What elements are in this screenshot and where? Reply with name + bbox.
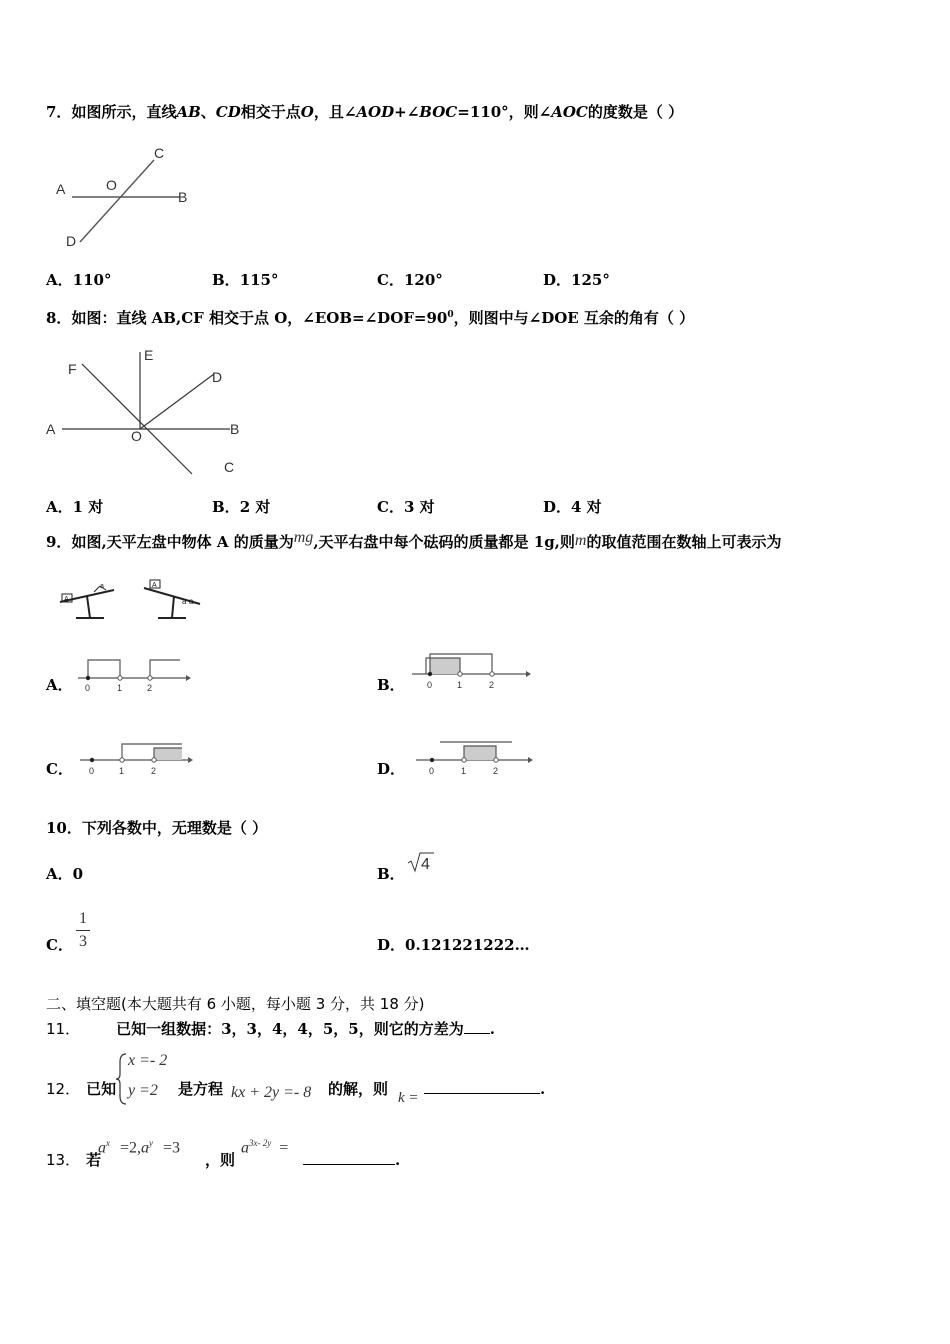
q7-option-b[interactable] [212, 271, 279, 289]
option-label: B． [212, 271, 240, 289]
q9-text-b: ,天平右盘中每个砝码的质量都是 1g,则 [313, 533, 575, 551]
balance-a-label: A [64, 596, 69, 603]
fraction-bar [76, 930, 90, 931]
q9-balances [54, 574, 214, 626]
q7-option-d[interactable] [543, 271, 610, 289]
q12-stem-b [178, 1080, 223, 1098]
q9-option-b-label[interactable]: B． [377, 676, 405, 694]
q7-plus: +∠ [394, 103, 420, 121]
q7-text-a: 如图所示，直线 [71, 103, 177, 121]
q9-m: m [574, 532, 587, 549]
q9-text-c: 的取值范围在数轴上可表示为 [586, 533, 782, 551]
section2-heading: 二、填空题(本大题共有 6 小题，每小题 3 分，共 18 分) [46, 995, 425, 1013]
q9-mg: mg [293, 529, 314, 546]
q7-o: O [300, 103, 314, 121]
q9-stem [46, 529, 782, 552]
q13-y-exp: y [149, 1138, 154, 1148]
q11-end: . [489, 1020, 495, 1038]
q7-option-a[interactable] [46, 271, 111, 289]
tick-label: 0 [89, 766, 95, 776]
q11-text: 已知一组数据：3，3，4，4，5，5，则它的方差为 [116, 1020, 464, 1038]
q12-number: 12． [46, 1080, 81, 1098]
svg-text:a: a [189, 597, 194, 606]
option-label: B． [212, 498, 240, 516]
q12-eq2: y =2 [128, 1082, 158, 1099]
q9-option-c-label[interactable]: C． [46, 760, 73, 778]
option-value: 0 [72, 865, 84, 883]
balance-right [144, 580, 200, 618]
option-label: D． [377, 936, 406, 954]
q8-label-f: F [68, 361, 77, 377]
q11-number: 11． [46, 1020, 81, 1038]
q13-a1: a [98, 1139, 106, 1157]
q8-option-c[interactable] [377, 498, 435, 516]
q7-ab: AB [176, 103, 201, 121]
q8-figure [44, 344, 254, 480]
q7-number: 7． [46, 103, 72, 121]
tick-label: 2 [493, 766, 499, 776]
option-value: 125° [571, 271, 610, 289]
q8-label-e: E [144, 347, 154, 363]
fraction-numerator: 1 [79, 910, 87, 927]
q11-stem [46, 1020, 495, 1038]
q11-answer-blank[interactable] [464, 1033, 490, 1034]
q13-eq2: =3 [163, 1139, 181, 1157]
q13-a2: a [141, 1139, 150, 1157]
q13-end: . [395, 1151, 401, 1169]
q9-option-b-numberline[interactable] [410, 648, 536, 694]
q12-equation: kx + 2y =- 8 [231, 1084, 312, 1101]
sqrt-radicand: 4 [421, 856, 430, 873]
q9-option-d-numberline[interactable] [412, 734, 538, 780]
q12-answer-blank[interactable] [424, 1093, 540, 1094]
option-label: C． [377, 498, 404, 516]
q13-exp: 3x- 2y [249, 1138, 272, 1148]
q8-sup: 0 [447, 310, 454, 320]
q12-text-a: 已知 [86, 1080, 117, 1098]
q7-stem [46, 103, 683, 121]
q10-option-b-sqrt[interactable] [406, 850, 436, 874]
tick-label: 2 [489, 680, 495, 690]
option-value: 2 对 [239, 498, 271, 516]
q8-label-c: C [224, 459, 235, 475]
q7-sep: 、 [200, 103, 216, 121]
tick-label: 2 [151, 766, 157, 776]
q7-cd: CD [215, 103, 241, 121]
q13-eq1: =2, [120, 1139, 142, 1157]
q13-answer-blank[interactable] [303, 1164, 395, 1165]
q8-ray-od [140, 374, 214, 429]
q9-option-c-numberline[interactable] [76, 736, 198, 780]
option-value: 110° [72, 271, 112, 289]
q10-option-a[interactable] [46, 865, 83, 883]
tick-label: 1 [461, 766, 467, 776]
option-value: 3 对 [403, 498, 435, 516]
q13-expression [241, 1138, 288, 1157]
q7-label-d: D [66, 233, 77, 249]
q7-label-o: O [106, 177, 117, 193]
option-label: C． [46, 936, 73, 954]
q9-number: 9． [46, 533, 72, 551]
svg-text:A: A [152, 582, 157, 589]
q8-line-cf [82, 364, 192, 474]
q8-text: 如图：直线 AB,CF 相交于点 O，∠EOB=∠DOF=90 [71, 309, 448, 327]
q8-option-d[interactable] [543, 498, 602, 516]
q9-option-d-label[interactable]: D． [377, 760, 406, 778]
q8-label-o: O [131, 428, 142, 444]
q8-text-b: ，则图中与∠DOE 互余的角有（ ） [453, 309, 695, 327]
tick-label: 1 [117, 683, 123, 693]
q13-number: 13． [46, 1151, 81, 1169]
option-value: 0.121221222… [405, 936, 530, 954]
q13-x-exp: x [106, 1138, 110, 1148]
q7-aoc: AOC [551, 103, 588, 121]
tick-label: 2 [147, 683, 153, 693]
balance-weight-label: a [182, 597, 187, 606]
q13-stem-a [46, 1151, 101, 1169]
q13-answer [303, 1151, 400, 1169]
tick-label: 0 [427, 680, 433, 690]
q8-option-b[interactable] [212, 498, 270, 516]
q10-stem [46, 819, 267, 837]
q10-number: 10． [46, 819, 82, 837]
balance-left [60, 583, 114, 618]
option-value: 4 对 [571, 498, 602, 516]
q9-option-a-numberline[interactable] [74, 654, 194, 696]
q7-text-c: ，且∠ [313, 103, 357, 121]
q12-stem-c [328, 1080, 388, 1098]
q7-text-b: 相交于点 [240, 103, 301, 121]
option-value: 120° [403, 271, 443, 289]
fraction-denominator: 3 [79, 933, 87, 950]
tick-label: 0 [85, 683, 91, 693]
q12-text-b: 是方程 [178, 1080, 224, 1098]
q8-label-d: D [212, 369, 223, 385]
q12-end: . [540, 1080, 546, 1098]
q13-text-a: 若 [86, 1151, 102, 1169]
q7-text-d: =110°，则∠ [457, 103, 552, 121]
q7-line-cd [80, 160, 154, 242]
q7-label-b: B [178, 189, 188, 205]
q13-text-b: ，则 [205, 1151, 236, 1169]
q7-text-e: 的度数是（ ） [587, 103, 684, 121]
q10-text: 下列各数中，无理数是（ ） [81, 819, 268, 837]
q13-stem-b [205, 1151, 235, 1169]
q7-boc: BOC [419, 103, 458, 121]
q8-stem [46, 306, 694, 327]
q8-label-a: A [46, 421, 56, 437]
option-label: A． [46, 498, 73, 516]
tick-label: 1 [119, 766, 125, 776]
svg-text:a: a [100, 583, 104, 590]
option-label: D． [543, 271, 572, 289]
q12-stem-a [46, 1080, 116, 1098]
q13-eq3: = [279, 1139, 289, 1157]
tick-label: 0 [429, 766, 435, 776]
q7-label-a: A [56, 181, 66, 197]
q10-option-b[interactable] [377, 865, 405, 883]
q12-answer [424, 1080, 545, 1098]
q8-option-a[interactable] [46, 498, 103, 516]
q12-text-c: 的解，则 [328, 1080, 389, 1098]
q7-figure [50, 140, 200, 252]
option-value: 115° [239, 271, 279, 289]
q7-aod: AOD [356, 103, 395, 121]
option-label: B． [377, 865, 405, 883]
q12-k: k = [398, 1090, 419, 1106]
q7-label-c: C [154, 145, 165, 161]
option-label: C． [377, 271, 404, 289]
brace-icon [114, 1052, 128, 1106]
q13-condition [98, 1138, 180, 1157]
option-label: A． [46, 865, 73, 883]
q10-option-c-fraction[interactable] [76, 910, 90, 951]
q9-text-a: 如图,天平左盘中物体 A 的质量为 [71, 533, 294, 551]
option-label: A． [46, 271, 73, 289]
option-value: 1 对 [72, 498, 104, 516]
tick-label: 1 [457, 680, 463, 690]
q8-label-b: B [230, 421, 240, 437]
q9-option-a-label[interactable]: A． [46, 676, 73, 694]
q8-number: 8． [46, 309, 72, 327]
q10-option-d[interactable] [377, 936, 530, 954]
q10-option-c[interactable] [46, 936, 73, 954]
q13-a3: a [241, 1139, 249, 1157]
q7-option-c[interactable] [377, 271, 443, 289]
option-label: D． [543, 498, 572, 516]
q12-eq1: x =- 2 [128, 1052, 168, 1069]
